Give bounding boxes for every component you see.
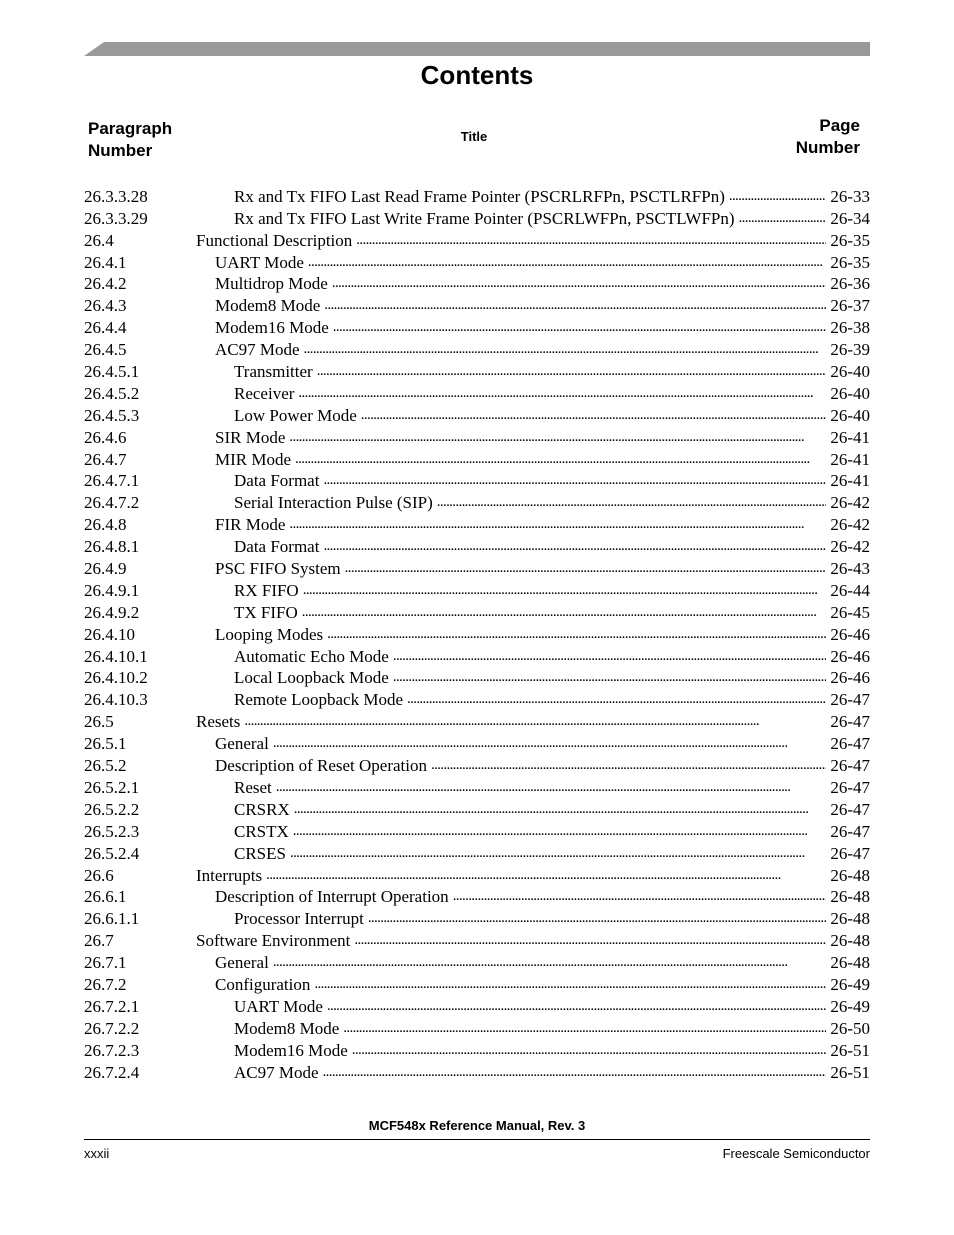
toc-entry-body [215, 622, 870, 645]
toc-entry-number: 26.7.2.1 [84, 996, 140, 1016]
toc-entry-number: 26.4 [84, 230, 114, 250]
toc-entry-title: AC97 Mode [234, 1062, 319, 1082]
toc-entry-page: 26-49 [830, 996, 870, 1016]
toc-entry-number: 26.5.2.2 [84, 799, 140, 819]
toc-entry-body [234, 359, 870, 382]
toc-entry-number: 26.4.9.1 [84, 580, 140, 600]
toc-entry[interactable] [84, 535, 870, 557]
toc-entry-title: Description of Reset Operation [215, 756, 427, 776]
toc-entry-title: Rx and Tx FIFO Last Write Frame Pointer (PSCRLWFPn, PSCTLWFPn) [234, 208, 735, 228]
footer-company: Freescale Semiconductor [722, 1146, 870, 1161]
toc-entry-title: CRSTX [234, 821, 289, 841]
toc-entry-number: 26.4.2 [84, 274, 127, 294]
toc-entry-page: 26-35 [830, 230, 870, 250]
toc-entry-page: 26-45 [830, 602, 870, 622]
toc-entry-page: 26-36 [830, 274, 870, 294]
toc-entry-title: Modem8 Mode [215, 296, 321, 316]
toc-entry[interactable] [84, 886, 870, 908]
toc-entry-page: 26-41 [830, 449, 870, 469]
toc-entry-page: 26-47 [830, 756, 870, 776]
toc-dot-leader [327, 994, 826, 1017]
toc-entry[interactable] [84, 907, 870, 929]
toc-entry-body [234, 1038, 870, 1061]
toc-entry[interactable] [84, 229, 870, 251]
toc-entry-body [234, 644, 870, 667]
toc-entry-number: 26.4.3 [84, 296, 127, 316]
toc-entry-number: 26.4.5.3 [84, 405, 140, 425]
toc-entry-number: 26.4.9 [84, 559, 127, 579]
toc-entry[interactable] [84, 579, 870, 601]
toc-entry-body [234, 775, 870, 798]
toc-entry-title: Resets [196, 712, 241, 732]
toc-entry-page: 26-48 [830, 865, 870, 885]
toc-entry-title: Data Format [234, 537, 320, 557]
toc-entry-number: 26.6 [84, 865, 114, 885]
toc-dot-leader [289, 425, 826, 448]
footer-page-number: xxxii [84, 1146, 110, 1161]
toc-entry-title: PSC FIFO System [215, 559, 341, 579]
toc-entry-number: 26.3.3.28 [84, 186, 148, 206]
toc-dot-leader [323, 468, 826, 491]
toc-entry-number: 26.4.5.2 [84, 383, 140, 403]
toc-entry-number: 26.7.2.2 [84, 1018, 140, 1038]
toc-entry-body [215, 293, 870, 316]
toc-dot-leader [276, 775, 827, 798]
toc-entry[interactable] [84, 929, 870, 951]
toc-dot-leader [343, 1016, 826, 1039]
toc-entry-body [234, 490, 870, 513]
toc-entry-number: 26.6.1 [84, 887, 127, 907]
toc-entry-body [215, 972, 870, 995]
toc-entry-body [234, 819, 870, 842]
toc-entry-body [234, 1016, 870, 1039]
toc-entry-title: Reset [234, 777, 272, 797]
toc-entry-title: MIR Mode [215, 449, 292, 469]
toc-entry-number: 26.5.2.4 [84, 843, 140, 863]
toc-entry-number: 26.3.3.29 [84, 208, 148, 228]
toc-entry-number: 26.4.5 [84, 340, 127, 360]
toc-entry-title: Processor Interrupt [234, 909, 364, 929]
toc-entry-page: 26-51 [830, 1040, 870, 1060]
toc-entry[interactable] [84, 864, 870, 886]
toc-entry-number: 26.4.8.1 [84, 537, 140, 557]
toc-entry-body [215, 447, 870, 470]
toc-entry-page: 26-37 [830, 296, 870, 316]
toc-dot-leader [352, 1038, 827, 1061]
toc-entry-title: Modem16 Mode [215, 318, 329, 338]
toc-dot-leader [323, 534, 826, 557]
toc-dot-leader [244, 709, 826, 732]
toc-entry[interactable] [84, 273, 870, 295]
toc-entry[interactable] [84, 382, 870, 404]
toc-entry-number: 26.4.10 [84, 624, 135, 644]
toc-list [84, 185, 870, 1083]
toc-dot-leader [302, 600, 827, 623]
toc-entry-page: 26-42 [830, 493, 870, 513]
toc-entry[interactable] [84, 360, 870, 382]
toc-entry-title: General [215, 734, 269, 754]
toc-entry-title: Looping Modes [215, 624, 324, 644]
column-header-page-number [796, 115, 860, 159]
toc-entry-number: 26.4.7 [84, 449, 127, 469]
toc-entry-page: 26-46 [830, 668, 870, 688]
toc-entry-title: Functional Description [196, 230, 353, 250]
toc-dot-leader [729, 184, 826, 207]
toc-entry-body [234, 578, 870, 601]
toc-entry[interactable] [84, 251, 870, 273]
toc-entry[interactable] [84, 1017, 870, 1039]
toc-dot-leader [739, 206, 827, 229]
toc-entry-number: 26.4.5.1 [84, 362, 140, 382]
toc-entry-page: 26-47 [830, 777, 870, 797]
toc-entry-body [196, 928, 870, 951]
toc-entry-body [234, 206, 870, 229]
toc-entry-title: SIR Mode [215, 427, 286, 447]
toc-entry[interactable] [84, 623, 870, 645]
toc-entry[interactable] [84, 710, 870, 732]
toc-entry-body [215, 731, 870, 754]
toc-entry[interactable] [84, 754, 870, 776]
toc-dot-leader [266, 863, 826, 886]
toc-entry-page: 26-46 [830, 624, 870, 644]
toc-entry-number: 26.4.1 [84, 252, 127, 272]
toc-entry-number: 26.7.1 [84, 953, 127, 973]
toc-dot-leader [393, 644, 826, 667]
toc-entry-page: 26-48 [830, 931, 870, 951]
toc-entry-page: 26-40 [830, 405, 870, 425]
toc-entry-number: 26.6.1.1 [84, 909, 140, 929]
toc-entry[interactable] [84, 601, 870, 623]
toc-entry-body [196, 863, 870, 886]
toc-entry-number: 26.5.2.3 [84, 821, 140, 841]
toc-entry-body [234, 687, 870, 710]
toc-dot-leader [324, 293, 826, 316]
toc-entry-page: 26-43 [830, 559, 870, 579]
toc-entry-title: Multidrop Mode [215, 274, 328, 294]
toc-entry[interactable] [84, 513, 870, 535]
toc-entry-page: 26-34 [830, 208, 870, 228]
toc-dot-leader [332, 271, 826, 294]
toc-entry-body [234, 906, 870, 929]
toc-entry-number: 26.4.6 [84, 427, 127, 447]
toc-entry-title: General [215, 953, 269, 973]
toc-entry-body [234, 184, 870, 207]
toc-dot-leader [323, 1060, 827, 1083]
toc-entry[interactable] [84, 798, 870, 820]
toc-entry-body [196, 709, 870, 732]
toc-entry-body [234, 403, 870, 426]
column-header-paragraph-line1: Paragraph [88, 119, 173, 138]
toc-entry-title: CRSRX [234, 799, 290, 819]
toc-entry-title: Configuration [215, 974, 311, 994]
toc-entry-number: 26.7 [84, 931, 114, 951]
toc-entry-page: 26-48 [830, 887, 870, 907]
toc-entry-number: 26.4.8 [84, 515, 127, 535]
toc-dot-leader [303, 578, 827, 601]
toc-entry[interactable] [84, 820, 870, 842]
toc-dot-leader [368, 906, 827, 929]
toc-entry[interactable] [84, 294, 870, 316]
toc-dot-leader [333, 315, 827, 338]
toc-entry-title: Modem16 Mode [234, 1040, 348, 1060]
toc-dot-leader [453, 884, 827, 907]
toc-entry-title: RX FIFO [234, 580, 299, 600]
toc-entry-title: UART Mode [234, 996, 323, 1016]
toc-entry-body [215, 556, 870, 579]
toc-entry[interactable] [84, 426, 870, 448]
toc-entry[interactable] [84, 316, 870, 338]
toc-entry[interactable] [84, 732, 870, 754]
toc-dot-leader [290, 841, 826, 864]
toc-entry-body [215, 753, 870, 776]
toc-dot-leader [407, 687, 826, 710]
toc-entry-body [196, 228, 870, 251]
toc-entry-page: 26-42 [830, 537, 870, 557]
toc-entry[interactable] [84, 185, 870, 207]
toc-entry-number: 26.4.9.2 [84, 602, 140, 622]
toc-entry-page: 26-40 [830, 383, 870, 403]
toc-entry-number: 26.4.10.1 [84, 646, 148, 666]
header-bar [84, 42, 870, 56]
toc-entry-title: AC97 Mode [215, 340, 300, 360]
toc-entry-page: 26-47 [830, 712, 870, 732]
toc-entry-number: 26.5.2.1 [84, 777, 140, 797]
toc-entry-page: 26-42 [830, 515, 870, 535]
toc-entry-body [234, 665, 870, 688]
toc-entry-body [234, 381, 870, 404]
toc-dot-leader [273, 950, 827, 973]
toc-entry[interactable] [84, 557, 870, 579]
toc-entry-body [215, 512, 870, 535]
toc-entry[interactable] [84, 1039, 870, 1061]
toc-entry-body [215, 315, 870, 338]
toc-entry-page: 26-41 [830, 471, 870, 491]
toc-dot-leader [345, 556, 827, 579]
column-header-title: Title [460, 129, 488, 144]
toc-entry-page: 26-41 [830, 427, 870, 447]
toc-dot-leader [295, 447, 826, 470]
toc-entry-number: 26.4.7.2 [84, 493, 140, 513]
toc-entry-page: 26-40 [830, 362, 870, 382]
toc-entry-body [234, 600, 870, 623]
toc-entry[interactable] [84, 1061, 870, 1083]
toc-entry-number: 26.4.4 [84, 318, 127, 338]
toc-entry-page: 26-46 [830, 646, 870, 666]
toc-entry-title: Data Format [234, 471, 320, 491]
footer-manual-title: MCF548x Reference Manual, Rev. 3 [368, 1118, 586, 1133]
toc-entry[interactable] [84, 491, 870, 513]
toc-dot-leader [431, 753, 826, 776]
toc-entry-number: 26.4.10.2 [84, 668, 148, 688]
toc-entry-page: 26-47 [830, 690, 870, 710]
toc-entry-number: 26.5.2 [84, 756, 127, 776]
toc-entry-title: TX FIFO [234, 602, 298, 622]
toc-entry-title: Modem8 Mode [234, 1018, 340, 1038]
toc-entry-page: 26-47 [830, 821, 870, 841]
toc-entry-title: Description of Interrupt Operation [215, 887, 449, 907]
column-header-page-line2: Number [795, 138, 860, 157]
toc-dot-leader [317, 359, 827, 382]
toc-entry[interactable] [84, 470, 870, 492]
toc-entry-body [234, 994, 870, 1017]
toc-entry-body [215, 950, 870, 973]
toc-entry-title: Software Environment [196, 931, 351, 951]
toc-dot-leader [304, 337, 827, 360]
toc-entry-title: CRSES [234, 843, 286, 863]
toc-entry-number: 26.5 [84, 712, 114, 732]
toc-entry-title: Transmitter [234, 362, 313, 382]
toc-entry-title: Automatic Echo Mode [234, 646, 389, 666]
toc-entry-body [215, 271, 870, 294]
toc-entry-body [215, 337, 870, 360]
toc-entry-number: 26.7.2.4 [84, 1062, 140, 1082]
toc-entry-title: Remote Loopback Mode [234, 690, 404, 710]
toc-entry-title: Low Power Mode [234, 405, 357, 425]
toc-entry-title: Receiver [234, 383, 295, 403]
toc-dot-leader [308, 250, 826, 273]
toc-dot-leader [327, 622, 826, 645]
toc-entry-number: 26.4.10.3 [84, 690, 148, 710]
toc-dot-leader [361, 403, 827, 426]
toc-entry-body [234, 1060, 870, 1083]
toc-entry[interactable] [84, 995, 870, 1017]
toc-entry-page: 26-44 [830, 580, 870, 600]
toc-entry-body [234, 841, 870, 864]
toc-entry-page: 26-49 [830, 974, 870, 994]
toc-entry-title: Interrupts [196, 865, 263, 885]
toc-entry[interactable] [84, 448, 870, 470]
toc-entry[interactable] [84, 667, 870, 689]
column-header-page-line1: Page [819, 116, 860, 135]
toc-dot-leader [437, 490, 827, 513]
toc-entry[interactable] [84, 207, 870, 229]
toc-entry-body [215, 250, 870, 273]
toc-entry[interactable] [84, 688, 870, 710]
toc-entry[interactable] [84, 776, 870, 798]
toc-entry-body [215, 884, 870, 907]
toc-entry[interactable] [84, 645, 870, 667]
toc-entry-page: 26-50 [830, 1018, 870, 1038]
toc-entry-page: 26-51 [830, 1062, 870, 1082]
toc-entry-page: 26-47 [830, 799, 870, 819]
column-header-paragraph-line2: Number [88, 141, 153, 160]
toc-dot-leader [314, 972, 826, 995]
toc-entry-number: 26.7.2 [84, 974, 127, 994]
toc-entry-body [234, 534, 870, 557]
toc-dot-leader [356, 228, 826, 251]
toc-entry-number: 26.5.1 [84, 734, 127, 754]
toc-dot-leader [293, 819, 827, 842]
toc-entry-title: UART Mode [215, 252, 304, 272]
toc-dot-leader [273, 731, 827, 754]
toc-entry[interactable] [84, 404, 870, 426]
toc-entry-page: 26-33 [830, 186, 870, 206]
toc-entry-title: Rx and Tx FIFO Last Read Frame Pointer (PSCRLRFPn, PSCTLRFPn) [234, 186, 725, 206]
page-title: Contents [420, 60, 534, 90]
toc-entry-body [215, 425, 870, 448]
toc-entry-title: Serial Interaction Pulse (SIP) [234, 493, 433, 513]
footer-divider [84, 1139, 870, 1140]
toc-entry-title: Local Loopback Mode [234, 668, 389, 688]
toc-entry[interactable] [84, 338, 870, 360]
toc-entry-body [234, 468, 870, 491]
toc-entry[interactable] [84, 951, 870, 973]
toc-entry-title: FIR Mode [215, 515, 286, 535]
toc-entry-page: 26-39 [830, 340, 870, 360]
toc-entry-page: 26-47 [830, 734, 870, 754]
toc-entry-page: 26-38 [830, 318, 870, 338]
toc-dot-leader [393, 665, 826, 688]
toc-entry-number: 26.4.7.1 [84, 471, 140, 491]
toc-entry-number: 26.7.2.3 [84, 1040, 140, 1060]
toc-entry-page: 26-47 [830, 843, 870, 863]
toc-entry-page: 26-48 [830, 909, 870, 929]
toc-dot-leader [289, 512, 826, 535]
toc-entry-page: 26-48 [830, 953, 870, 973]
toc-entry[interactable] [84, 842, 870, 864]
toc-dot-leader [298, 381, 826, 404]
toc-dot-leader [294, 797, 827, 820]
toc-entry-page: 26-35 [830, 252, 870, 272]
toc-dot-leader [354, 928, 826, 951]
toc-entry[interactable] [84, 973, 870, 995]
toc-entry-body [234, 797, 870, 820]
